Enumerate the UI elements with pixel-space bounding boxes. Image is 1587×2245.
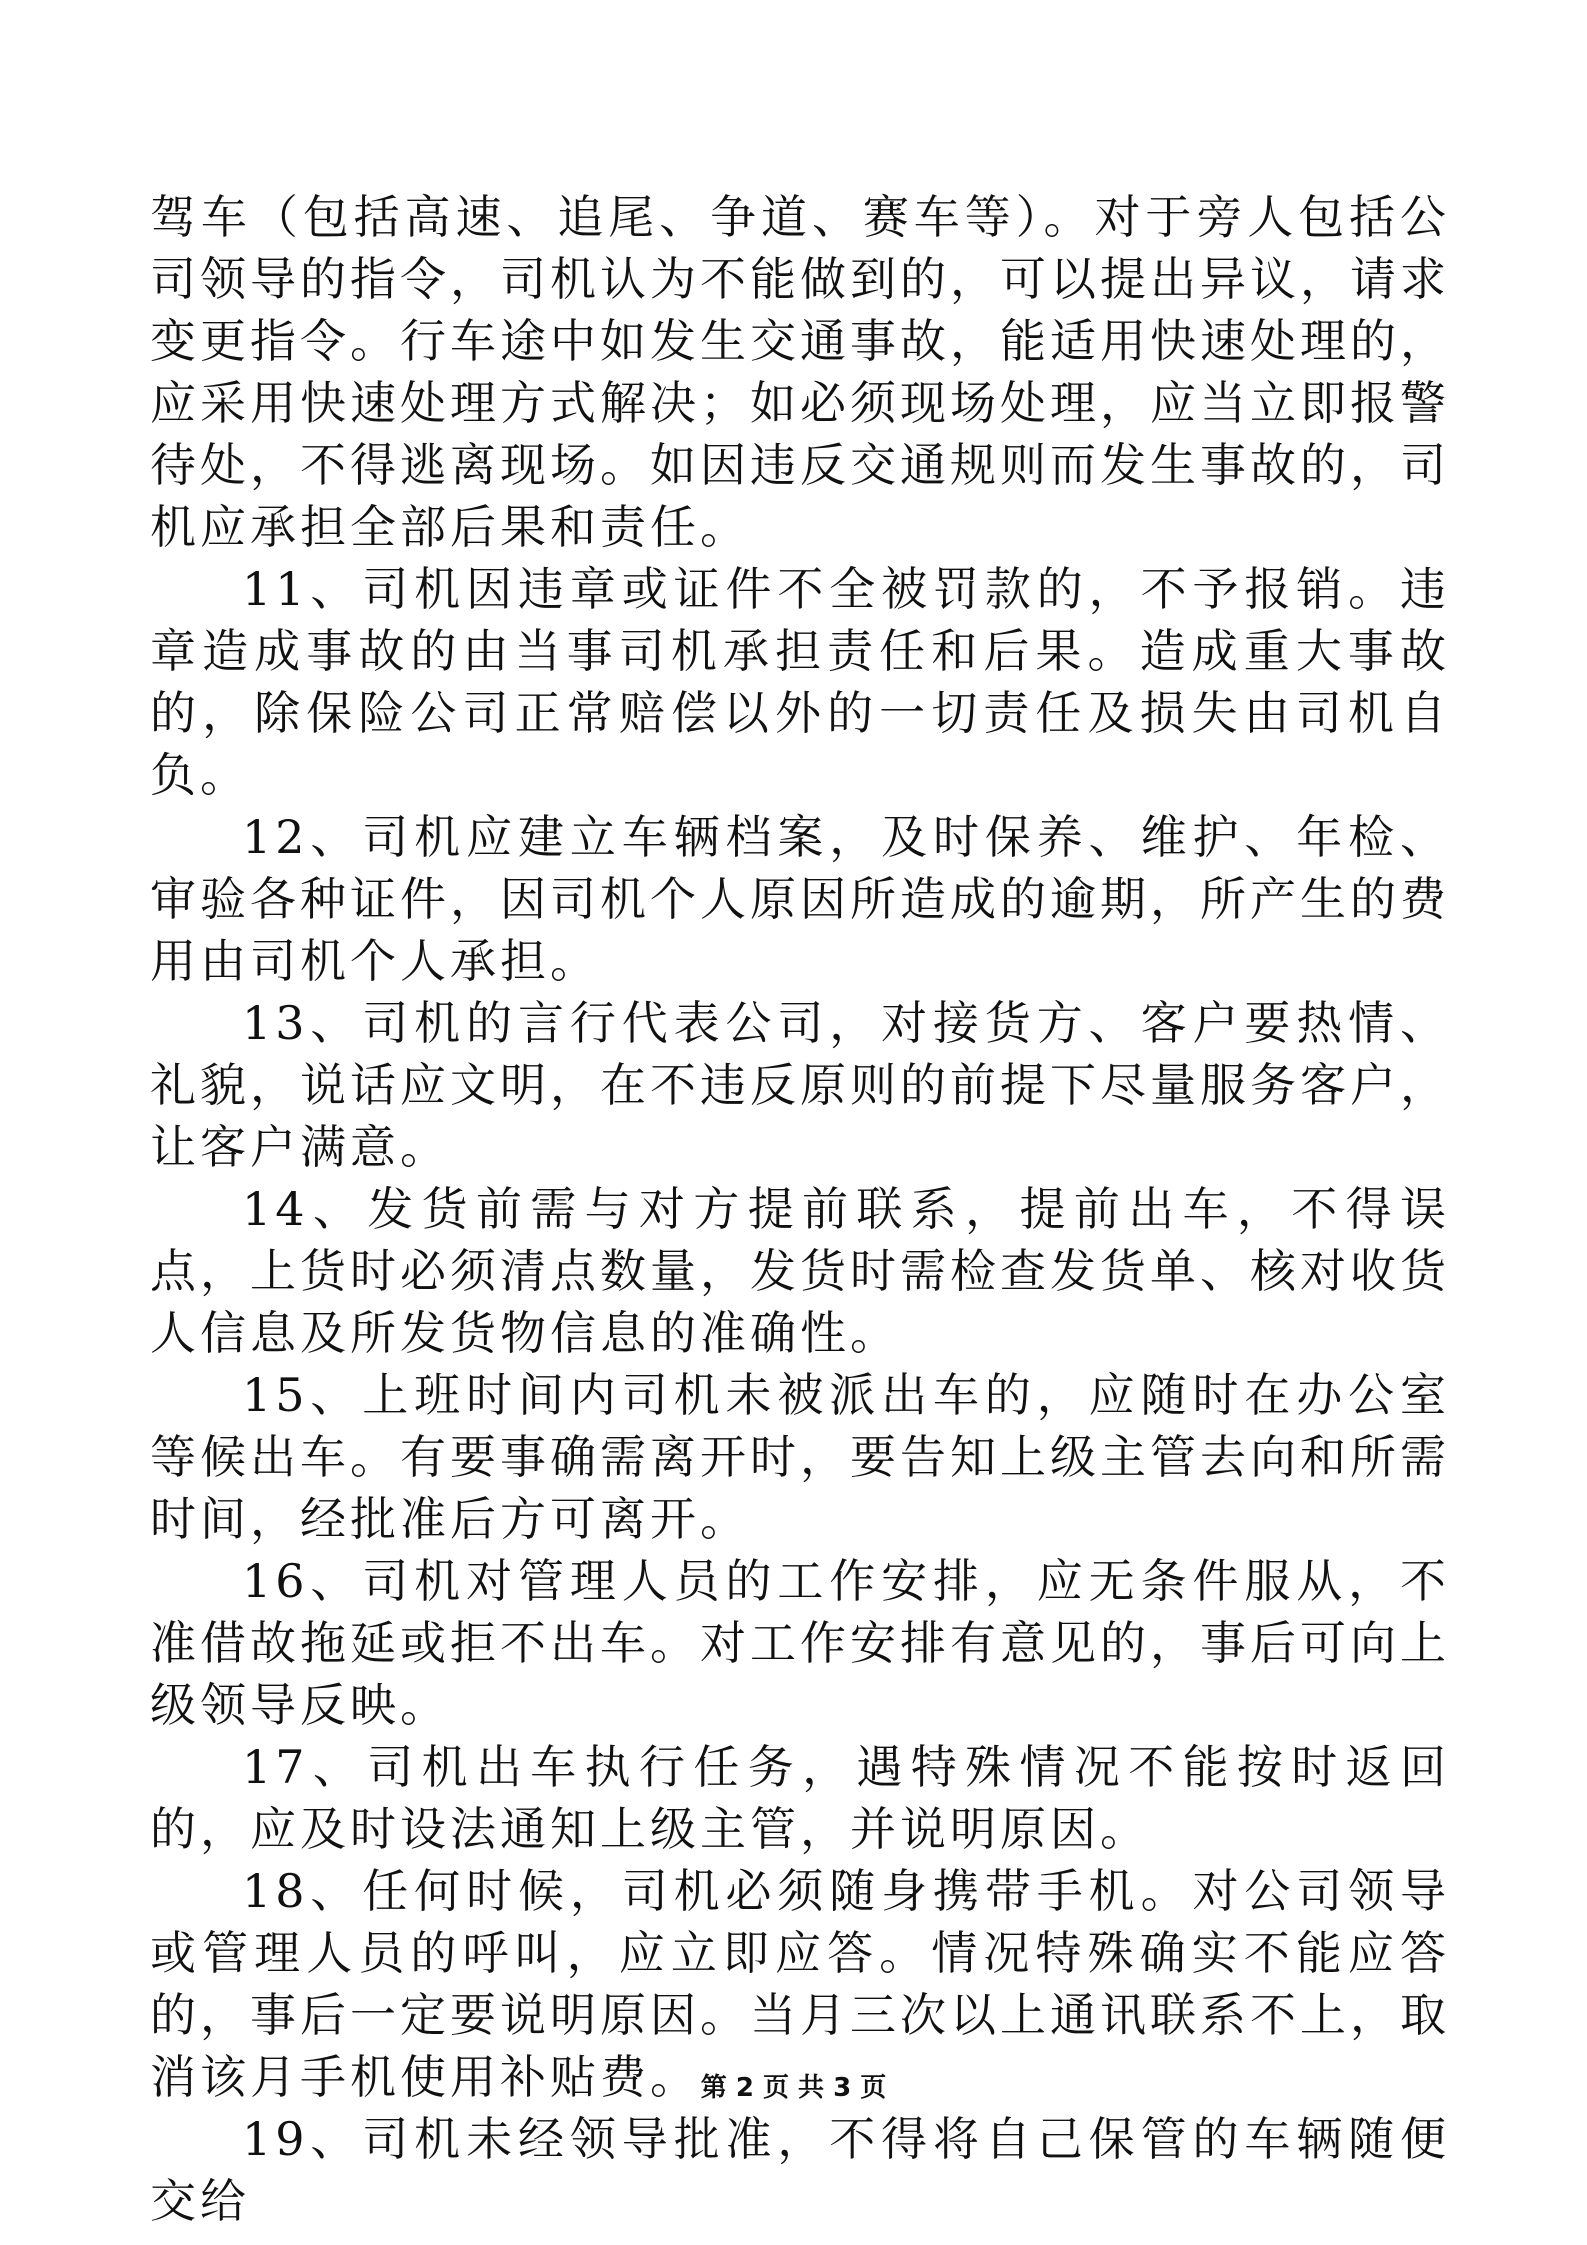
- paragraph-item-18: 18、任何时候，司机必须随身携带手机。对公司领导或管理人员的呼叫，应立即应答。情况特殊确实不能应答的，事后一定要说明原因。当月三次以上通讯联系不上，取消该月手机使用补贴费。: [150, 1864, 1450, 2104]
- paragraph-item-17: 17、司机出车执行任务，遇特殊情况不能按时返回的，应及时设法通知上级主管，并说明原因。: [150, 1740, 1450, 1856]
- paragraph-item-11: 11、司机因违章或证件不全被罚款的，不予报销。违章造成事故的由当事司机承担责任和后果。造成重大事故的，除保险公司正常赔偿以外的一切责任及损失由司机自负。: [150, 562, 1450, 802]
- paragraph-item-14: 14、发货前需与对方提前联系，提前出车，不得误点，上货时必须清点数量，发货时需检查发货单、核对收货人信息及所发货物信息的准确性。: [150, 1182, 1450, 1360]
- page-number-footer: 第 2 页 共 3 页: [700, 2073, 887, 2103]
- document-body: [150, 186, 1450, 2232]
- paragraph-item-13: 13、司机的言行代表公司，对接货方、客户要热情、礼貌，说话应文明，在不违反原则的前提下尽量服务客户，让客户满意。: [150, 996, 1450, 1174]
- paragraph-item-16: 16、司机对管理人员的工作安排，应无条件服从，不准借故拖延或拒不出车。对工作安排有意见的，事后可向上级领导反映。: [150, 1554, 1450, 1732]
- paragraph-item-19: 19、司机未经领导批准，不得将自己保管的车辆随便交给: [150, 2112, 1450, 2228]
- paragraph-item-15: 15、上班时间内司机未被派出车的，应随时在办公室等候出车。有要事确需离开时，要告知上级主管去向和所需时间，经批准后方可离开。: [150, 1368, 1450, 1546]
- paragraph-continued: 驾车（包括高速、追尾、争道、赛车等）。对于旁人包括公司领导的指令，司机认为不能做到的，可以提出异议，请求变更指令。行车途中如发生交通事故，能适用快速处理的，应采用快速处理方式解决；如必须现场处理，应当立即报警待处，不得逃离现场。如因违反交通规则而发生事故的，司机应承担全部后果和责任。: [150, 190, 1450, 554]
- paragraph-item-12: 12、司机应建立车辆档案，及时保养、维护、年检、审验各种证件，因司机个人原因所造成的逾期，所产生的费用由司机个人承担。: [150, 810, 1450, 988]
